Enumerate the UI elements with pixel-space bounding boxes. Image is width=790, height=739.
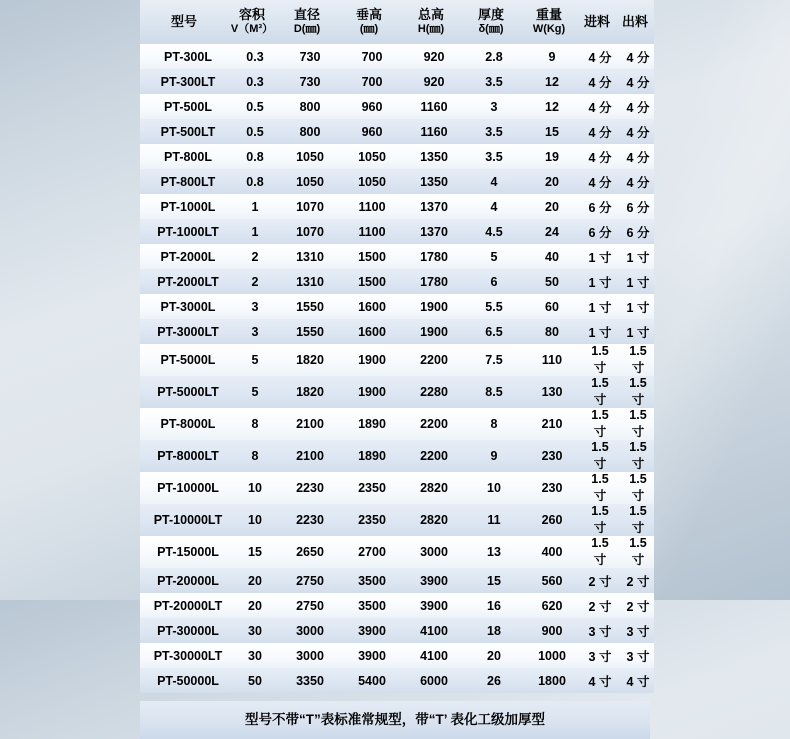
cell-dia: 1820 (276, 376, 338, 408)
cell-vh: 1600 (338, 294, 400, 319)
cell-thick: 18 (462, 618, 520, 643)
cell-vol: 15 (228, 536, 276, 568)
table-row (140, 144, 654, 169)
table-row (140, 536, 654, 568)
cell-in: 6 分 (578, 194, 616, 219)
table-row (140, 618, 654, 643)
cell-dia: 2230 (276, 472, 338, 504)
cell-out: 4 分 (616, 94, 654, 119)
cell-vh: 3900 (338, 618, 400, 643)
cell-vh: 3500 (338, 593, 400, 618)
cell-th: 920 (400, 69, 462, 94)
table-row (140, 119, 654, 144)
cell-vh: 700 (338, 44, 400, 69)
cell-in: 4 分 (578, 44, 616, 69)
cell-model: PT-500LT (140, 119, 228, 144)
cell-vh: 1890 (338, 408, 400, 440)
header-total-height-sub: H(㎜) (417, 23, 445, 36)
cell-w: 24 (520, 219, 578, 244)
cell-model: PT-20000L (140, 568, 228, 593)
cell-vh: 1900 (338, 344, 400, 376)
cell-w: 80 (520, 319, 578, 344)
cell-out: 4 分 (616, 169, 654, 194)
cell-out: 2 寸 (616, 593, 654, 618)
table-row (140, 668, 654, 693)
header-weight-main: 重量 (535, 7, 562, 23)
cell-th: 920 (400, 44, 462, 69)
header-total-height (400, 0, 462, 44)
cell-model: PT-5000LT (140, 376, 228, 408)
cell-dia: 800 (276, 119, 338, 144)
cell-model: PT-500L (140, 94, 228, 119)
cell-out: 1.5 寸 (616, 504, 654, 536)
cell-vol: 5 (228, 376, 276, 408)
cell-th: 1900 (400, 319, 462, 344)
cell-dia: 2750 (276, 593, 338, 618)
cell-th: 3900 (400, 568, 462, 593)
cell-thick: 6 (462, 269, 520, 294)
cell-th: 2200 (400, 408, 462, 440)
table-row (140, 568, 654, 593)
specification-table (140, 0, 654, 693)
table-header-row (140, 0, 654, 44)
cell-th: 4100 (400, 643, 462, 668)
header-weight (520, 0, 578, 44)
table-row (140, 244, 654, 269)
cell-dia: 1550 (276, 294, 338, 319)
cell-out: 1.5 寸 (616, 536, 654, 568)
cell-vh: 3500 (338, 568, 400, 593)
cell-vh: 960 (338, 94, 400, 119)
cell-vh: 1100 (338, 194, 400, 219)
cell-vol: 0.8 (228, 169, 276, 194)
cell-thick: 4 (462, 169, 520, 194)
cell-thick: 10 (462, 472, 520, 504)
cell-w: 15 (520, 119, 578, 144)
cell-th: 1780 (400, 244, 462, 269)
cell-thick: 5.5 (462, 294, 520, 319)
cell-in: 3 寸 (578, 643, 616, 668)
cell-th: 1350 (400, 169, 462, 194)
cell-in: 4 分 (578, 169, 616, 194)
cell-in: 4 分 (578, 94, 616, 119)
cell-th: 2280 (400, 376, 462, 408)
cell-dia: 800 (276, 94, 338, 119)
cell-vh: 1100 (338, 219, 400, 244)
cell-w: 19 (520, 144, 578, 169)
cell-vol: 3 (228, 319, 276, 344)
cell-in: 4 分 (578, 119, 616, 144)
cell-vol: 20 (228, 568, 276, 593)
cell-vh: 1890 (338, 440, 400, 472)
cell-vol: 3 (228, 294, 276, 319)
cell-dia: 2230 (276, 504, 338, 536)
table-note: 型号不带“T”表标准常规型，带“T’ 表化工级加厚型 (140, 701, 650, 739)
cell-vol: 2 (228, 244, 276, 269)
cell-model: PT-1000L (140, 194, 228, 219)
header-diameter (276, 0, 338, 44)
header-total-height-main: 总高 (417, 7, 444, 23)
table-row (140, 376, 654, 408)
cell-in: 2 寸 (578, 568, 616, 593)
cell-in: 1.5 寸 (578, 408, 616, 440)
cell-th: 2820 (400, 472, 462, 504)
table-body (140, 44, 654, 693)
cell-out: 6 分 (616, 219, 654, 244)
cell-thick: 4.5 (462, 219, 520, 244)
cell-out: 1 寸 (616, 269, 654, 294)
header-outlet-main: 出料 (621, 13, 648, 29)
cell-model: PT-300L (140, 44, 228, 69)
cell-w: 12 (520, 69, 578, 94)
table-row (140, 294, 654, 319)
cell-out: 1.5 寸 (616, 440, 654, 472)
cell-model: PT-10000LT (140, 504, 228, 536)
cell-vh: 2350 (338, 472, 400, 504)
cell-dia: 2100 (276, 408, 338, 440)
cell-out: 1 寸 (616, 294, 654, 319)
cell-out: 2 寸 (616, 568, 654, 593)
cell-vh: 1600 (338, 319, 400, 344)
header-inlet-main: 进料 (583, 13, 610, 29)
cell-in: 1 寸 (578, 269, 616, 294)
cell-vol: 0.3 (228, 44, 276, 69)
cell-vol: 20 (228, 593, 276, 618)
cell-dia: 1310 (276, 269, 338, 294)
cell-w: 1800 (520, 668, 578, 693)
table-row (140, 344, 654, 376)
table-row (140, 319, 654, 344)
table-row (140, 194, 654, 219)
cell-model: PT-8000L (140, 408, 228, 440)
cell-vol: 0.5 (228, 119, 276, 144)
cell-out: 1 寸 (616, 319, 654, 344)
header-thickness-sub: δ(㎜) (478, 23, 504, 36)
cell-out: 1.5 寸 (616, 408, 654, 440)
cell-dia: 1310 (276, 244, 338, 269)
table-row (140, 593, 654, 618)
cell-dia: 2750 (276, 568, 338, 593)
cell-vh: 1500 (338, 244, 400, 269)
cell-thick: 3.5 (462, 69, 520, 94)
cell-dia: 3350 (276, 668, 338, 693)
cell-thick: 11 (462, 504, 520, 536)
header-volume (228, 0, 276, 44)
cell-model: PT-2000LT (140, 269, 228, 294)
cell-vol: 1 (228, 219, 276, 244)
header-thickness-main: 厚度 (477, 7, 504, 23)
header-volume-sub: V（M³） (230, 23, 274, 36)
cell-model: PT-800LT (140, 169, 228, 194)
cell-in: 4 分 (578, 69, 616, 94)
cell-thick: 4 (462, 194, 520, 219)
cell-w: 400 (520, 536, 578, 568)
cell-th: 2820 (400, 504, 462, 536)
cell-thick: 3.5 (462, 119, 520, 144)
cell-w: 20 (520, 194, 578, 219)
cell-in: 2 寸 (578, 593, 616, 618)
cell-thick: 2.8 (462, 44, 520, 69)
cell-model: PT-3000LT (140, 319, 228, 344)
cell-model: PT-8000LT (140, 440, 228, 472)
cell-vol: 2 (228, 269, 276, 294)
cell-th: 4100 (400, 618, 462, 643)
table-row (140, 69, 654, 94)
cell-model: PT-300LT (140, 69, 228, 94)
cell-vh: 700 (338, 69, 400, 94)
cell-w: 900 (520, 618, 578, 643)
cell-vol: 0.8 (228, 144, 276, 169)
cell-model: PT-30000LT (140, 643, 228, 668)
cell-dia: 1550 (276, 319, 338, 344)
cell-out: 6 分 (616, 194, 654, 219)
cell-th: 1370 (400, 219, 462, 244)
table-row (140, 94, 654, 119)
cell-out: 1.5 寸 (616, 344, 654, 376)
cell-th: 1350 (400, 144, 462, 169)
cell-in: 1.5 寸 (578, 344, 616, 376)
table-row (140, 408, 654, 440)
cell-thick: 3 (462, 94, 520, 119)
cell-dia: 2650 (276, 536, 338, 568)
cell-th: 2200 (400, 344, 462, 376)
cell-vh: 5400 (338, 668, 400, 693)
cell-w: 620 (520, 593, 578, 618)
cell-in: 1.5 寸 (578, 536, 616, 568)
table-row (140, 219, 654, 244)
header-outlet (616, 0, 654, 44)
cell-in: 1 寸 (578, 319, 616, 344)
cell-w: 130 (520, 376, 578, 408)
cell-model: PT-10000L (140, 472, 228, 504)
cell-out: 4 寸 (616, 668, 654, 693)
cell-w: 12 (520, 94, 578, 119)
cell-w: 260 (520, 504, 578, 536)
cell-out: 4 分 (616, 44, 654, 69)
cell-w: 60 (520, 294, 578, 319)
cell-in: 1.5 寸 (578, 472, 616, 504)
header-vertical-height (338, 0, 400, 44)
cell-vh: 960 (338, 119, 400, 144)
cell-th: 1900 (400, 294, 462, 319)
cell-dia: 1070 (276, 219, 338, 244)
cell-thick: 8 (462, 408, 520, 440)
cell-vol: 8 (228, 408, 276, 440)
cell-w: 9 (520, 44, 578, 69)
cell-th: 2200 (400, 440, 462, 472)
cell-in: 1.5 寸 (578, 504, 616, 536)
cell-vol: 5 (228, 344, 276, 376)
cell-w: 560 (520, 568, 578, 593)
cell-dia: 3000 (276, 618, 338, 643)
cell-vol: 10 (228, 472, 276, 504)
cell-th: 1780 (400, 269, 462, 294)
cell-vh: 1900 (338, 376, 400, 408)
cell-vh: 3900 (338, 643, 400, 668)
cell-vol: 30 (228, 618, 276, 643)
cell-vh: 1050 (338, 144, 400, 169)
cell-model: PT-5000L (140, 344, 228, 376)
cell-dia: 730 (276, 44, 338, 69)
cell-w: 1000 (520, 643, 578, 668)
cell-in: 1 寸 (578, 294, 616, 319)
table-row (140, 643, 654, 668)
cell-vh: 2350 (338, 504, 400, 536)
cell-vol: 30 (228, 643, 276, 668)
cell-w: 40 (520, 244, 578, 269)
table-row (140, 169, 654, 194)
cell-th: 1370 (400, 194, 462, 219)
cell-vh: 1050 (338, 169, 400, 194)
cell-vol: 8 (228, 440, 276, 472)
cell-out: 1 寸 (616, 244, 654, 269)
table-row (140, 504, 654, 536)
cell-model: PT-50000L (140, 668, 228, 693)
cell-vol: 50 (228, 668, 276, 693)
cell-dia: 3000 (276, 643, 338, 668)
cell-dia: 730 (276, 69, 338, 94)
cell-dia: 1070 (276, 194, 338, 219)
cell-model: PT-2000L (140, 244, 228, 269)
cell-in: 6 分 (578, 219, 616, 244)
cell-th: 1160 (400, 119, 462, 144)
cell-dia: 1820 (276, 344, 338, 376)
cell-in: 1.5 寸 (578, 440, 616, 472)
cell-w: 50 (520, 269, 578, 294)
header-volume-main: 容积 (238, 7, 265, 23)
cell-th: 6000 (400, 668, 462, 693)
cell-thick: 9 (462, 440, 520, 472)
cell-thick: 15 (462, 568, 520, 593)
cell-th: 3900 (400, 593, 462, 618)
table-row (140, 44, 654, 69)
cell-model: PT-30000L (140, 618, 228, 643)
cell-thick: 13 (462, 536, 520, 568)
cell-th: 1160 (400, 94, 462, 119)
cell-w: 20 (520, 169, 578, 194)
cell-thick: 7.5 (462, 344, 520, 376)
spec-table-container (140, 0, 650, 739)
header-model (140, 0, 228, 44)
cell-in: 3 寸 (578, 618, 616, 643)
cell-vh: 2700 (338, 536, 400, 568)
cell-out: 1.5 寸 (616, 472, 654, 504)
cell-thick: 20 (462, 643, 520, 668)
cell-model: PT-1000LT (140, 219, 228, 244)
header-model-main: 型号 (170, 13, 197, 29)
cell-in: 4 寸 (578, 668, 616, 693)
cell-out: 4 分 (616, 69, 654, 94)
header-vertical-height-sub: (㎜) (359, 23, 379, 36)
header-thickness (462, 0, 520, 44)
cell-w: 110 (520, 344, 578, 376)
cell-thick: 6.5 (462, 319, 520, 344)
cell-vh: 1500 (338, 269, 400, 294)
cell-model: PT-800L (140, 144, 228, 169)
cell-out: 3 寸 (616, 643, 654, 668)
header-vertical-height-main: 垂高 (355, 7, 382, 23)
table-row (140, 269, 654, 294)
cell-model: PT-15000L (140, 536, 228, 568)
table-row (140, 440, 654, 472)
cell-model: PT-20000LT (140, 593, 228, 618)
cell-w: 230 (520, 472, 578, 504)
cell-in: 1 寸 (578, 244, 616, 269)
header-diameter-sub: D(㎜) (293, 23, 321, 36)
cell-thick: 8.5 (462, 376, 520, 408)
cell-thick: 5 (462, 244, 520, 269)
cell-dia: 2100 (276, 440, 338, 472)
header-weight-sub: W(Kg) (532, 23, 566, 36)
cell-vol: 0.3 (228, 69, 276, 94)
cell-in: 4 分 (578, 144, 616, 169)
header-diameter-main: 直径 (293, 7, 320, 23)
cell-in: 1.5 寸 (578, 376, 616, 408)
cell-vol: 0.5 (228, 94, 276, 119)
table-row (140, 472, 654, 504)
cell-thick: 16 (462, 593, 520, 618)
cell-model: PT-3000L (140, 294, 228, 319)
cell-vol: 10 (228, 504, 276, 536)
cell-out: 4 分 (616, 119, 654, 144)
cell-w: 210 (520, 408, 578, 440)
cell-dia: 1050 (276, 144, 338, 169)
cell-out: 3 寸 (616, 618, 654, 643)
cell-out: 1.5 寸 (616, 376, 654, 408)
header-inlet (578, 0, 616, 44)
cell-w: 230 (520, 440, 578, 472)
cell-th: 3000 (400, 536, 462, 568)
cell-out: 4 分 (616, 144, 654, 169)
cell-dia: 1050 (276, 169, 338, 194)
cell-vol: 1 (228, 194, 276, 219)
cell-thick: 3.5 (462, 144, 520, 169)
cell-thick: 26 (462, 668, 520, 693)
